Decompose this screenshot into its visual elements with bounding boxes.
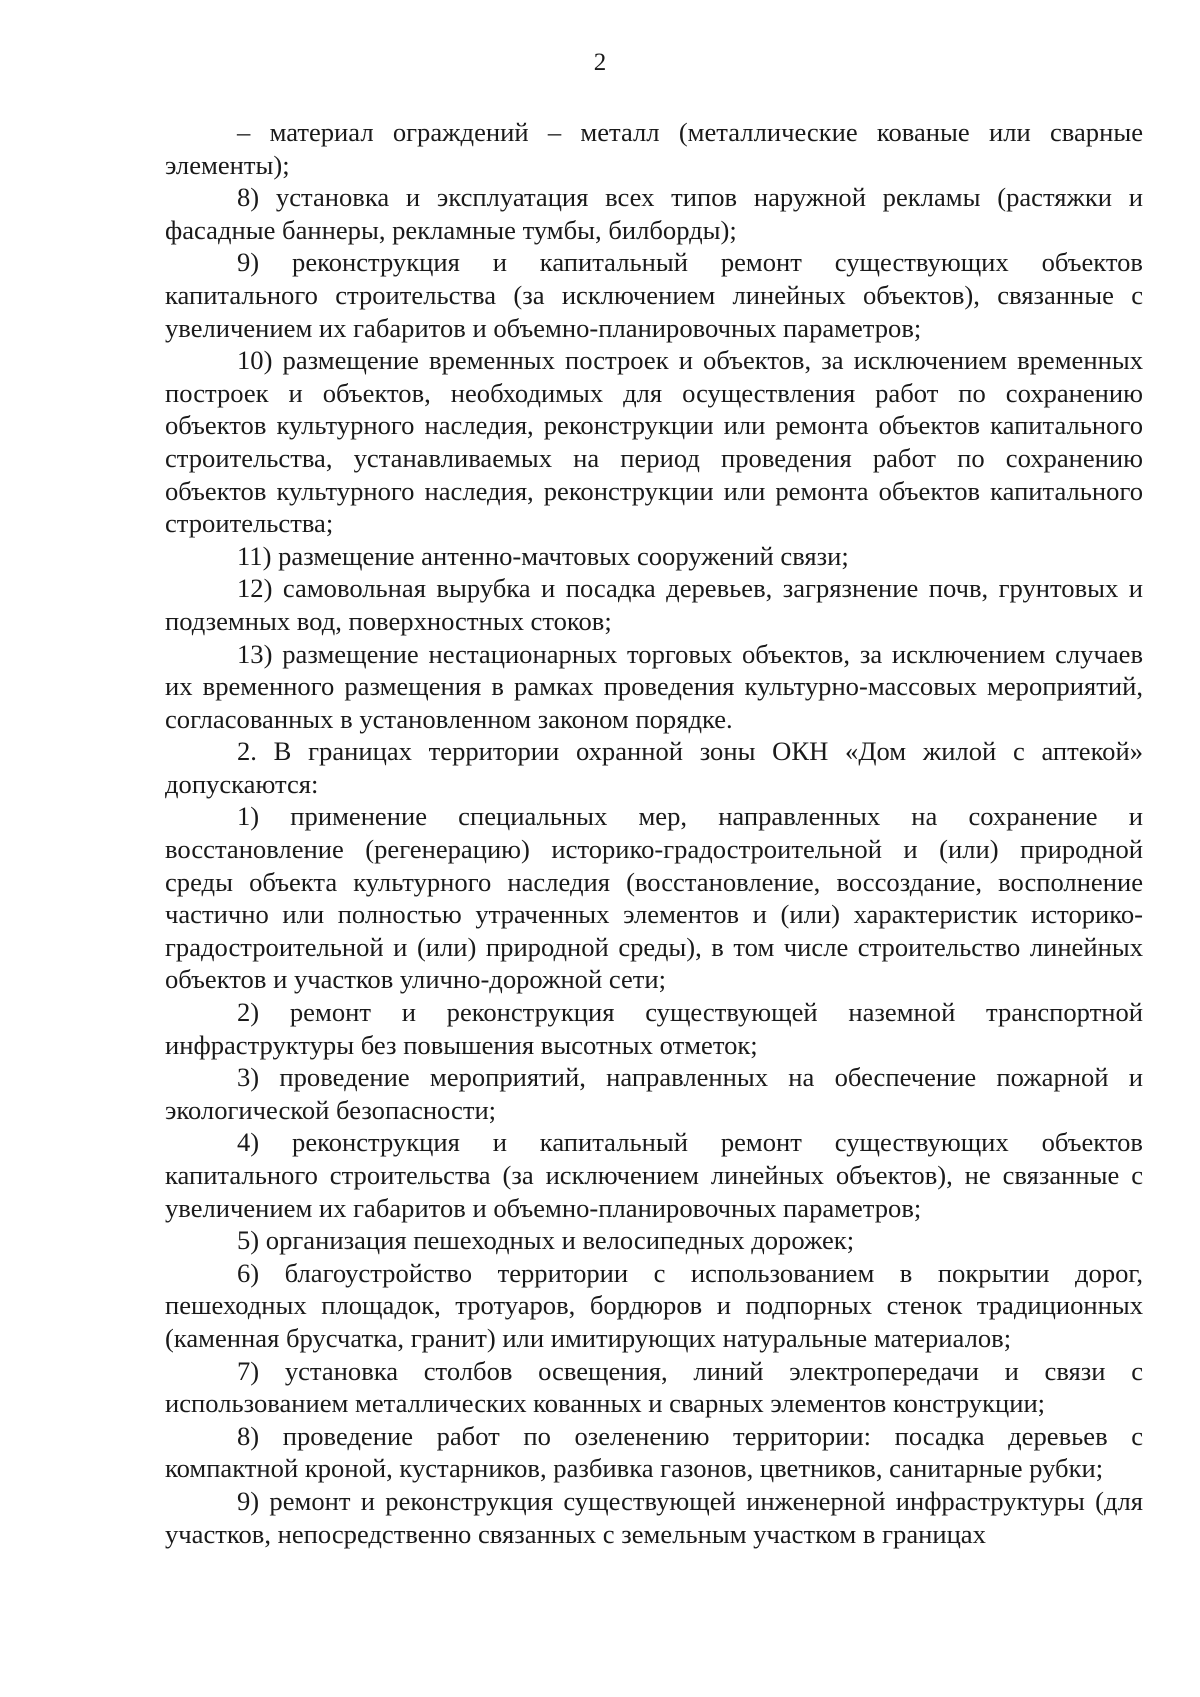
paragraph-allowed-5: 5) организация пешеходных и велосипедных дорожек; <box>237 1225 855 1256</box>
paragraph-section-2: 2. В границах территории охранной зоны ОКН «Дом жилой с аптекой» допускаются: <box>165 736 1143 799</box>
paragraph-allowed-8: 8) проведение работ по озеленению территории: посадка деревьев с компактной кроной, кустарников, разбивка газонов, цветников, санитарные рубки; <box>165 1420 1143 1484</box>
paragraph-prohibited-8: 8) установка и эксплуатация всех типов наружной рекламы (растяжки и фасадные баннеры, рекламные тумбы, билборды); <box>165 182 1143 245</box>
paragraph-prohibited-12: 12) самовольная вырубка и посадка деревьев, загрязнение почв, грунтовых и подземных вод, поверхностных стоков; <box>165 573 1143 636</box>
paragraph-fence-material: – материал ограждений – металл (металлические кованые или сварные элементы); <box>165 117 1143 180</box>
paragraph-allowed-2: 2) ремонт и реконструкция существующей наземной транспортной инфраструктуры без повышения высотных отметок; <box>165 997 1143 1060</box>
page-number: 2 <box>593 49 607 76</box>
paragraph-allowed-1: 1) применение специальных мер, направленных на сохранение и восстановление (регенерацию) историко-градостроительной и (или) природной среды объекта культурного наследия (восстановление, воссоздание, восполнение частично или полностью утраченных элементов и (или) характеристик историко-градостроительной и (или) природной среды), в том числе строительство линейных объектов и участков улично-дорожной сети; <box>165 801 1143 995</box>
paragraph-prohibited-11: 11) размещение антенно-мачтовых сооружений связи; <box>237 540 849 571</box>
paragraph-allowed-4: 4) реконструкция и капитальный ремонт существующих объектов капитального строительства (за исключением линейных объектов), не связанные с увеличением их габаритов и объемно-планировочных параметров; <box>165 1127 1143 1223</box>
document-body <box>165 116 1143 1550</box>
paragraph-allowed-3: 3) проведение мероприятий, направленных на обеспечение пожарной и экологической безопасности; <box>165 1062 1143 1125</box>
paragraph-prohibited-9: 9) реконструкция и капитальный ремонт существующих объектов капитального строительства (за исключением линейных объектов), связанные с увеличением их габаритов и объемно-планировочных параметров; <box>165 247 1143 343</box>
paragraph-prohibited-10: 10) размещение временных построек и объектов, за исключением временных построек и объектов, необходимых для осуществления работ по сохранению объектов культурного наследия, реконструкции или ремонта объектов капитального строительства, устанавливаемых на период проведения работ по сохранению объектов культурного наследия, реконструкции или ремонта объектов капитального строительства; <box>165 345 1143 539</box>
paragraph-allowed-6: 6) благоустройство территории с использованием в покрытии дорог, пешеходных площадок, тротуаров, бордюров и подпорных стенок традиционных (каменная брусчатка, гранит) или имитирующих натуральные материалов; <box>165 1257 1143 1353</box>
paragraph-allowed-9: 9) ремонт и реконструкция существующей инженерной инфраструктуры (для участков, непосредственно связанных с земельным участком в границах <box>165 1485 1143 1549</box>
paragraph-allowed-7: 7) установка столбов освещения, линий электропередачи и связи с использованием металлических кованных и сварных элементов конструкции; <box>165 1355 1143 1419</box>
paragraph-prohibited-13: 13) размещение нестационарных торговых объектов, за исключением случаев их временного размещения в рамках проведения культурно-массовых мероприятий, согласованных в установленном законом порядке. <box>165 638 1143 734</box>
